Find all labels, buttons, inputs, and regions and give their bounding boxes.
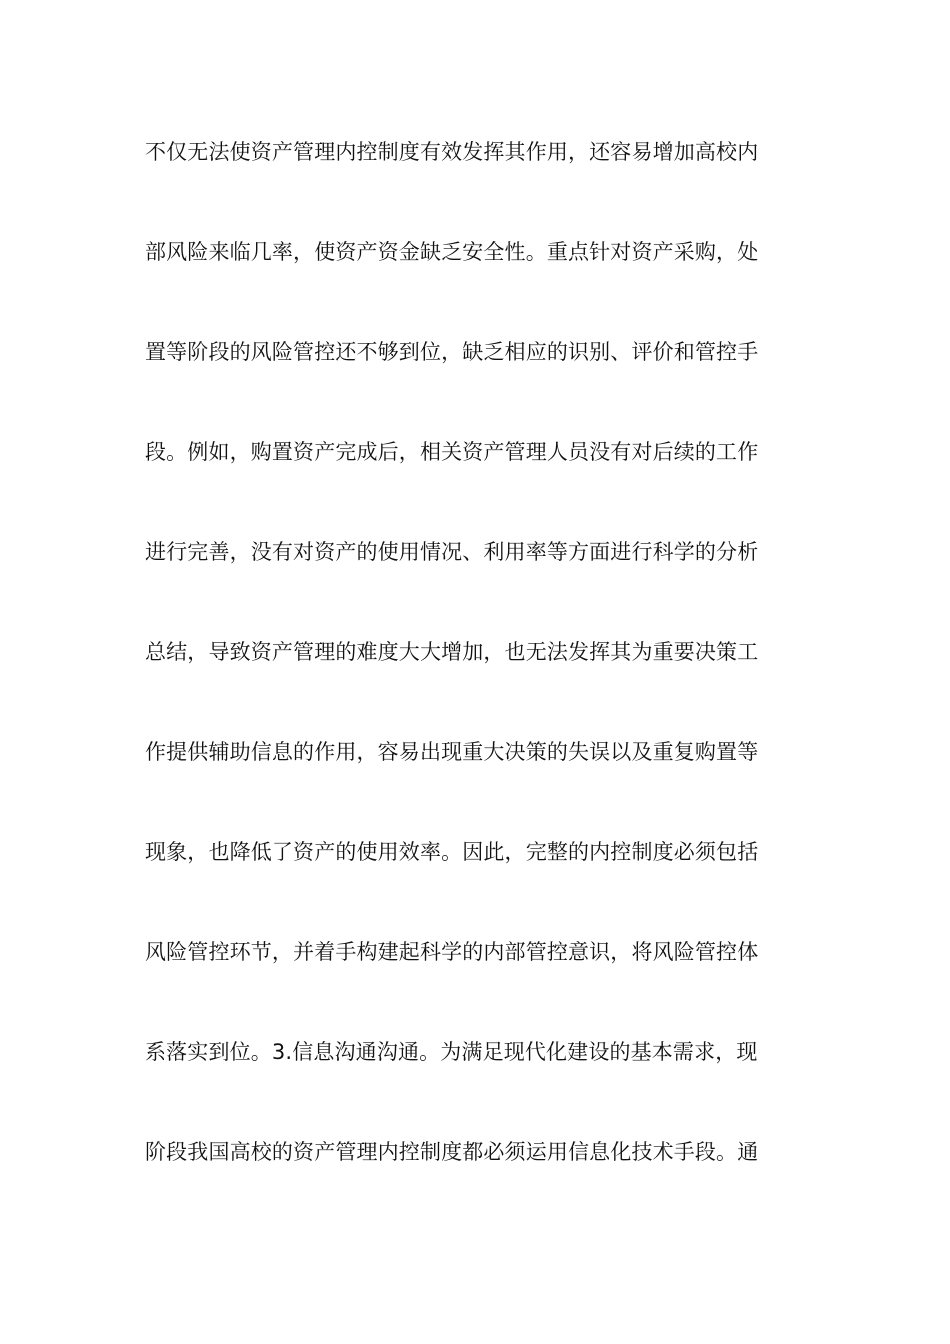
- body-paragraph: [145, 128, 815, 1228]
- text-line-8: 现象，也降低了资产的使用效率。因此，完整的内控制度必须包括: [145, 840, 759, 864]
- text-line-11: 阶段我国高校的资产管理内控制度都必须运用信息化技术手段。通: [145, 1140, 759, 1164]
- text-line-2: 部风险来临几率，使资产资金缺乏安全性。重点针对资产采购，处: [145, 240, 759, 264]
- text-line-4: 段。例如，购置资产完成后，相关资产管理人员没有对后续的工作: [145, 440, 759, 464]
- text-line-10: 系落实到位。3.信息沟通沟通。为满足现代化建设的基本需求，现: [145, 1040, 758, 1064]
- text-line-7: 作提供辅助信息的作用，容易出现重大决策的失误以及重复购置等: [145, 740, 759, 764]
- text-line-5: 进行完善，没有对资产的使用情况、利用率等方面进行科学的分析: [145, 540, 759, 564]
- text-line-9: 风险管控环节，并着手构建起科学的内部管控意识，将风险管控体: [145, 940, 759, 964]
- text-line-1: 不仅无法使资产管理内控制度有效发挥其作用，还容易增加高校内: [145, 140, 759, 164]
- text-line-3: 置等阶段的风险管控还不够到位，缺乏相应的识别、评价和管控手: [145, 340, 759, 364]
- text-line-6: 总结，导致资产管理的难度大大增加，也无法发挥其为重要决策工: [145, 640, 759, 664]
